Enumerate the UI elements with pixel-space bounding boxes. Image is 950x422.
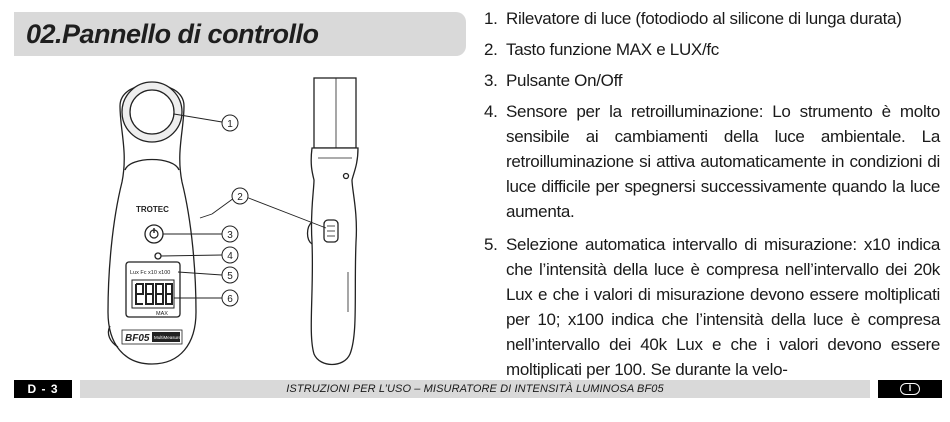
callout-6-label: 6: [227, 294, 233, 305]
list-item-number: 1.: [484, 9, 498, 28]
lcd-bottom-label: MAX: [156, 311, 168, 317]
list-item-number: 3.: [484, 71, 498, 90]
callout-4-label: 4: [227, 251, 233, 262]
callout-2-label: 2: [237, 192, 243, 203]
callout-3-label: 3: [227, 230, 233, 241]
callout-markers: [222, 115, 248, 306]
list-item-text: Rilevatore di luce (fotodiodo al silicone di lunga durata): [506, 9, 902, 28]
list-item-number: 5.: [484, 235, 498, 254]
device-side-view: [308, 78, 359, 365]
list-item: [484, 6, 940, 31]
device-front-view: [108, 82, 196, 364]
page-number: D - 3: [14, 380, 72, 398]
list-item: [484, 37, 940, 62]
list-item-text: Sensore per la retroilluminazione: Lo strumento è molto sensibile ai cambiamenti della luce ambientale. La retroilluminazione si attiva automaticamente in condizioni di luce difficile per spegnersi successivamente quando la luce aumenta.: [506, 102, 940, 221]
feature-list: [484, 6, 940, 390]
list-item: [484, 68, 940, 93]
section-header: [14, 12, 466, 56]
callout-1-label: 1: [227, 119, 233, 130]
device-badge-label: MultiMeasure: [154, 335, 182, 340]
device-model-label: BF05: [125, 333, 150, 344]
language-badge: I: [900, 383, 920, 395]
callout-5-label: 5: [227, 271, 233, 282]
footer-bar: [80, 380, 870, 398]
list-item-number: 4.: [484, 102, 498, 121]
page-footer: [14, 380, 942, 398]
list-item: [484, 99, 940, 224]
list-item-text: Tasto funzione MAX e LUX/fc: [506, 40, 720, 59]
device-brand-label: TROTEC: [136, 205, 169, 214]
lcd-top-labels: Lux Fc x10 x100: [130, 270, 171, 276]
list-item-text: Pulsante On/Off: [506, 71, 623, 90]
list-item: [484, 232, 940, 382]
device-illustration: [100, 72, 390, 374]
footer-title: ISTRUZIONI PER L’USO – MISURATORE DI INTENSITÀ LUMINOSA BF05: [286, 383, 664, 395]
list-item-number: 2.: [484, 40, 498, 59]
language-tab: [878, 380, 942, 398]
list-item-text: Selezione automatica intervallo di misurazione: x10 indica che l’intensità della luce è compresa nell’intervallo dei 20k Lux e che i valori di misurazione devono essere moltiplicati per 10; x100 indica che l’intensità della luce è compresa nell’intervallo dei 40k Lux e che i valori devono essere moltiplicati per 100. Se durante la velo-: [506, 235, 940, 379]
device-drawing: [100, 72, 390, 374]
section-title: 02.Pannello di controllo: [26, 19, 319, 49]
